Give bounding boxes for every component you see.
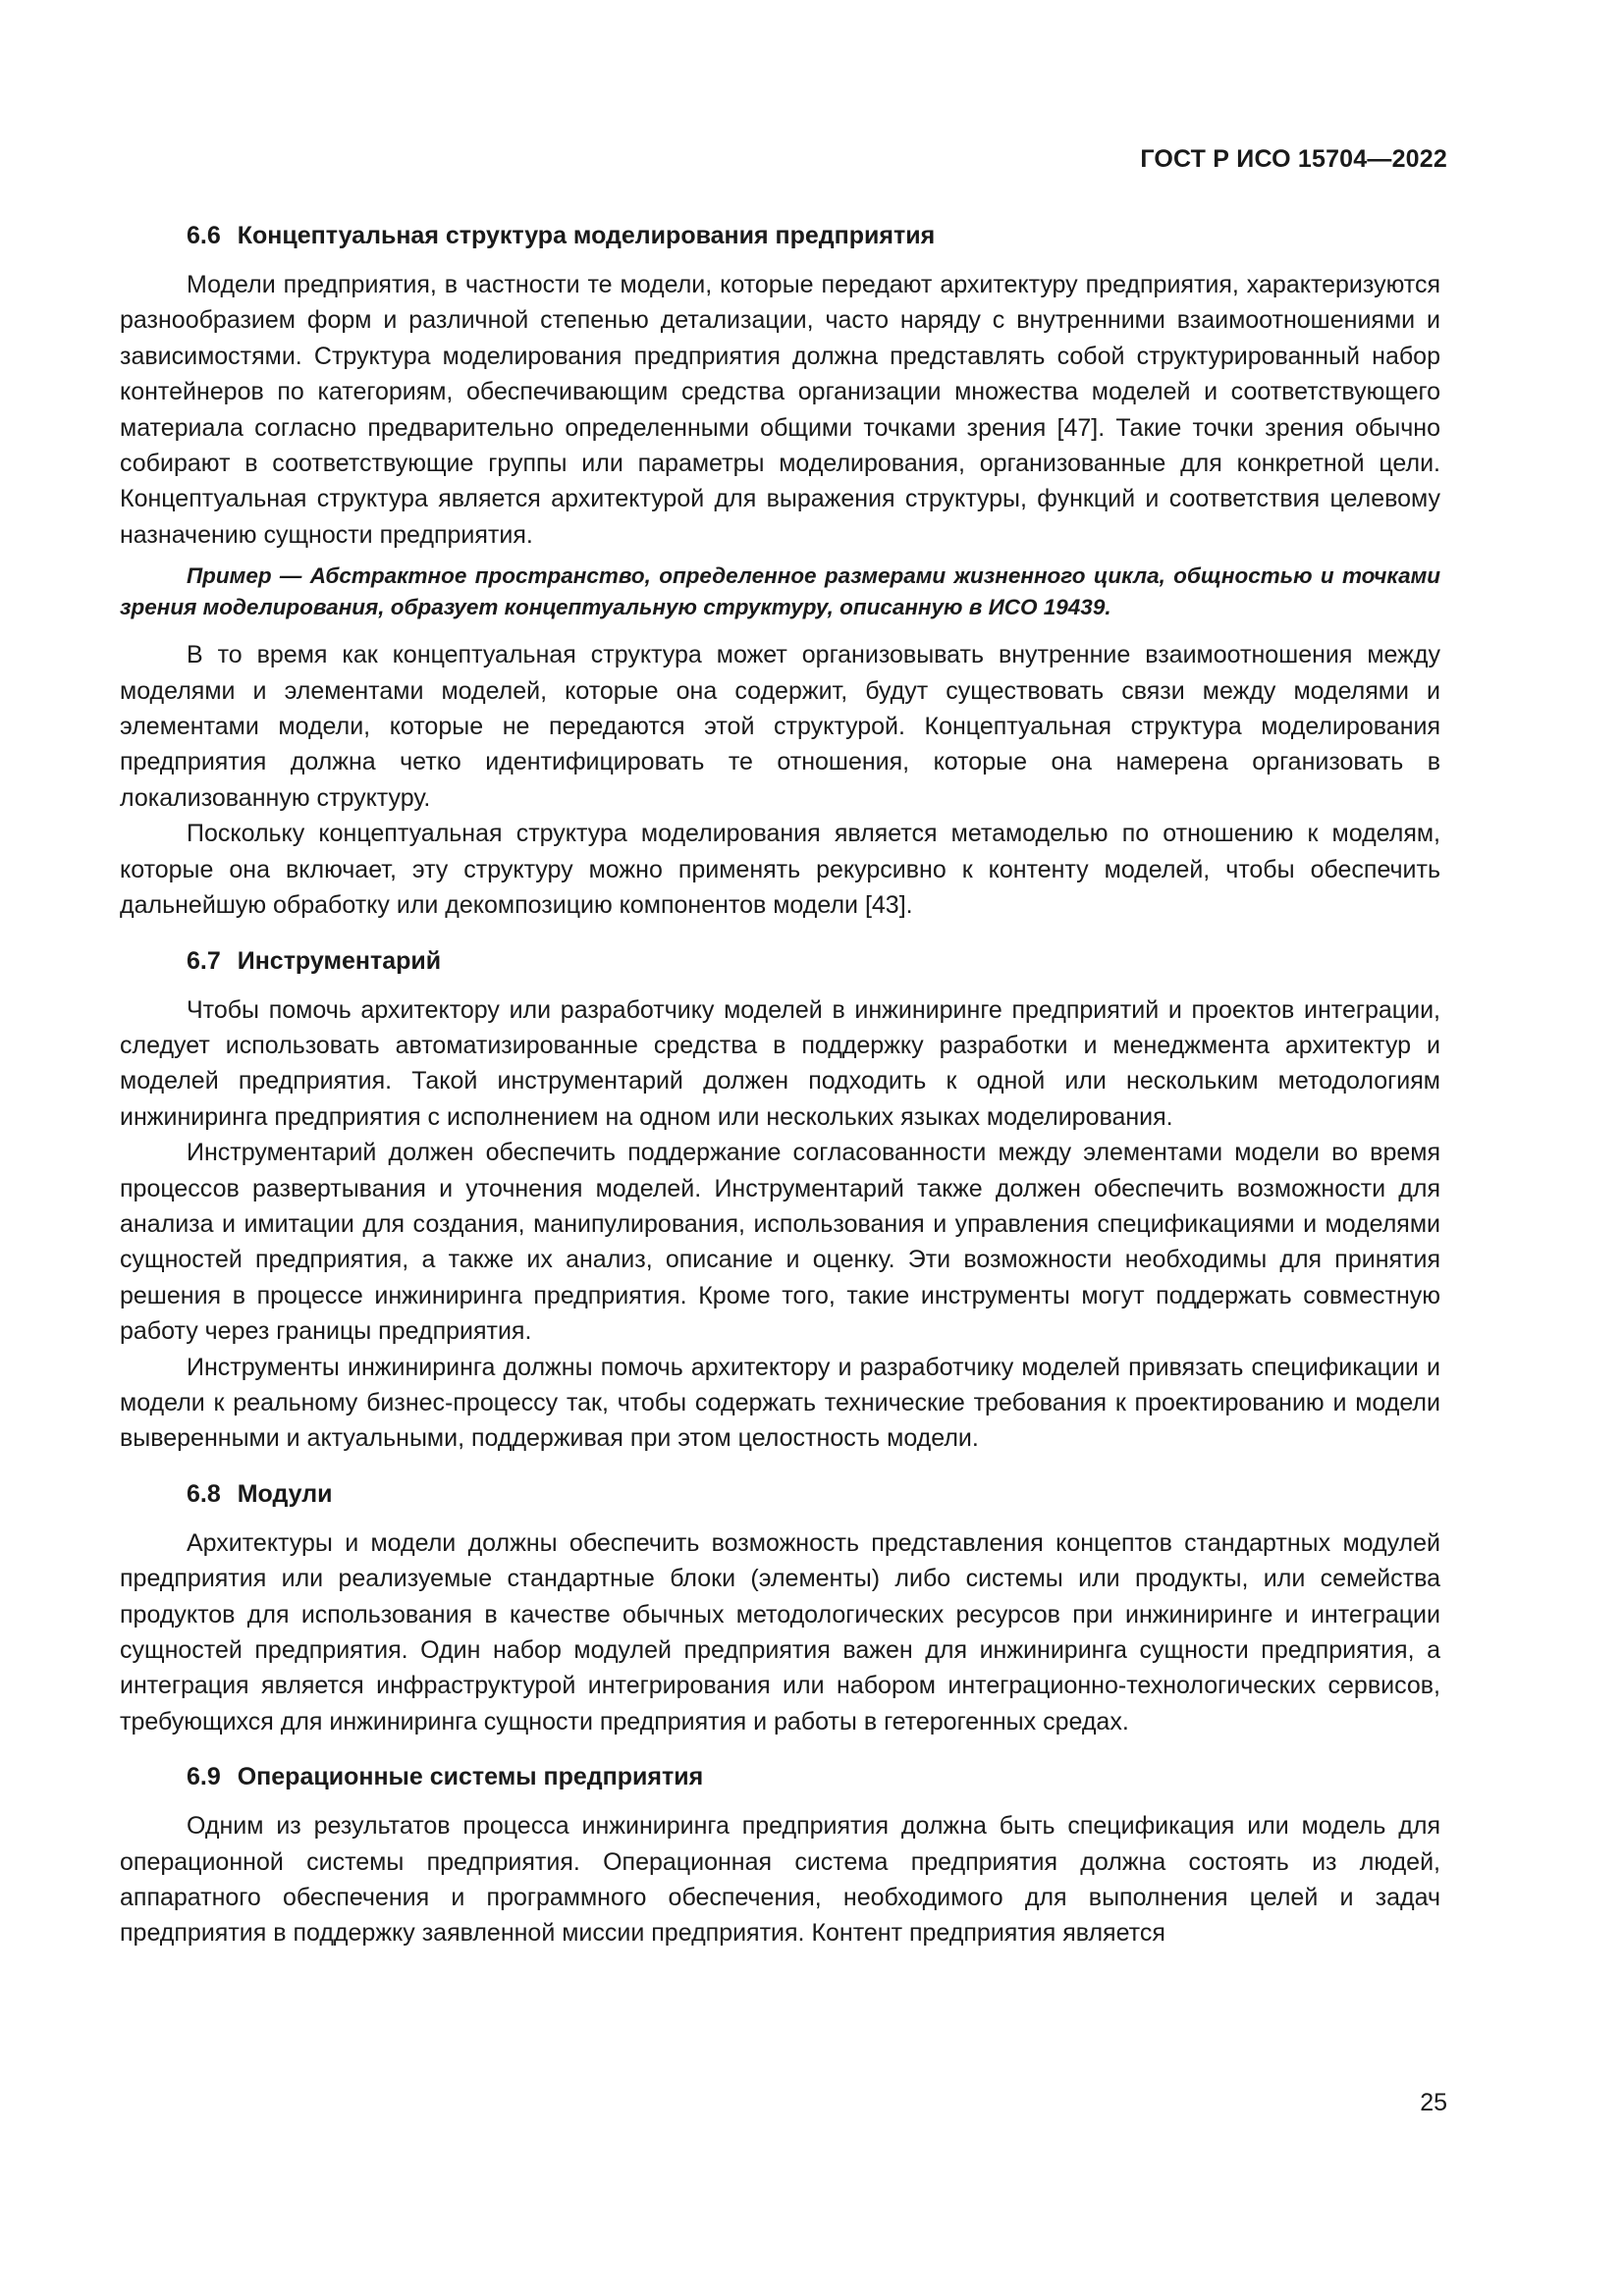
paragraph: Чтобы помочь архитектору или разработчику моделей в инжиниринге предприятий и проектов интеграции, следует использовать автоматизированные средства в поддержку разработки и менеджмента архитектур и моделей предприятия. Такой инструментарий должен подходить к одной или нескольким методологиям инжиниринга предприятия с исполнением на одном или нескольких языках моделирования. [120,995,1440,1131]
section-heading-6-8 [120,1476,1440,1512]
section-title: Концептуальная структура моделирования предприятия [237,222,936,249]
section-number: 6.7 [187,946,221,975]
paragraph: Инструменты инжиниринга должны помочь архитектору и разработчику моделей привязать спецификации и модели к реальному бизнес-процессу так, чтобы содержать технические требования к проектированию и модели выверенными и актуальными, поддерживая при этом целостность модели. [120,1353,1440,1453]
section-heading-6-9 [120,1759,1440,1794]
paragraph: В то время как концептуальная структура может организовывать внутренние взаимоотношения между моделями и элементами моделей, которые она содержит, будут существовать связи между моделями и элементами модели, которые не передаются этой структурой. Концептуальная структура моделирования предприятия должна четко идентифицировать те отношения, которые она намерена организовать в локализованную структуру. [120,641,1440,812]
section-title: Модули [237,1479,333,1508]
section-gap [120,1457,1440,1476]
page-body [120,218,1440,1951]
section-gap [120,924,1440,943]
document-code: ГОСТ Р ИСО 15704—2022 [1140,145,1447,173]
section-heading-6-7 [120,943,1440,979]
page-number: 25 [1420,2089,1447,2116]
section-number: 6.9 [187,1763,221,1791]
example-note: Пример — Абстрактное пространство, определенное размерами жизненного цикла, общностью и точками зрения моделирования, образует концептуальную структуру, описанную в ИСО 19439. [120,563,1440,620]
paragraph: Инструментарий должен обеспечить поддержание согласованности между элементами модели во время процессов развертывания и уточнения моделей. Инструментарий также должен обеспечить возможности для анализа и имитации для создания, манипулирования, использования и управления спецификациями и моделями сущностей предприятия, а также их анализ, описание и оценку. Эти возможности необходимы для принятия решения в процессе инжиниринга предприятия. Кроме того, такие инструменты могут поддержать совместную работу через границы предприятия. [120,1139,1440,1346]
paragraph: Модели предприятия, в частности те модели, которые передают архитектуру предприятия, характеризуются разнообразием форм и различной степенью детализации, часто наряду с внутренними взаимоотношениями и зависимостями. Структура моделирования предприятия должна представлять собой структурированный набор контейнеров по категориям, обеспечивающим средства организации множества моделей и соответствующего материала согласно предварительно определенными общими точками зрения [47]. Такие точки зрения обычно собирают в соответствующие группы или параметры моделирования, организованные для конкретной цели. Концептуальная структура является архитектурой для выражения структуры, функций и соответствия целевому назначению сущности предприятия. [120,271,1440,549]
section-title: Инструментарий [237,946,442,975]
section-number: 6.6 [187,222,221,249]
section-heading-6-6 [120,218,1440,253]
paragraph: Архитектуры и модели должны обеспечить возможность представления концептов стандартных модулей предприятия или реализуемые стандартные блоки (элементы) либо системы или продукты, или семейства продуктов для использования в качестве обычных методологических ресурсов при инжиниринге и интеграции сущностей предприятия. Один набор модулей предприятия важен для инжиниринга сущности предприятия, а интеграция является инфраструктурой интегрирования или набором интеграционно-технологических сервисов, требующихся для инжиниринга сущности предприятия и работы в гетерогенных средах. [120,1528,1440,1735]
section-gap [120,1739,1440,1759]
paragraph: Поскольку концептуальная структура моделирования является метамоделью по отношению к моделям, которые она включает, эту структуру можно применять рекурсивно к контенту моделей, чтобы обеспечить дальнейшую обработку или декомпозицию компонентов модели [43]. [120,820,1440,920]
section-number: 6.8 [187,1479,221,1508]
paragraph: Одним из результатов процесса инжиниринга предприятия должна быть спецификация или модель для операционной системы предприятия. Операционная система предприятия должна состоять из людей, аппаратного обеспечения и программного обеспечения, необходимого для выполнения целей и задач предприятия в поддержку заявленной миссии предприятия. Контент предприятия является [120,1812,1440,1948]
section-title: Операционные системы предприятия [237,1763,704,1791]
